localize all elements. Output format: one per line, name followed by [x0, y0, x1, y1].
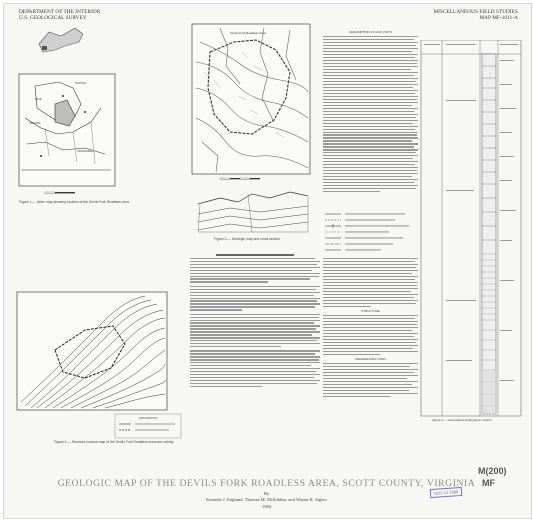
fig2-area-label: Devils Fork Roadless Area: [230, 31, 266, 35]
structure-heading: STRUCTURE: [361, 308, 380, 313]
location-marker: [42, 46, 47, 50]
series-header: [424, 9, 518, 21]
publication-year: 1984: [261, 504, 272, 509]
figure-3-caption: Figure 3.— Generalized stratigraphic column.: [432, 418, 493, 422]
date-stamp: NOV 12 1985: [430, 487, 463, 498]
index-map-frame: [19, 74, 115, 186]
agency-line-2: U.S. GEOLOGICAL SURVEY: [19, 15, 87, 21]
description-heading: DESCRIPTION OF MAP UNITS: [349, 30, 392, 34]
text-column-a: [190, 252, 320, 389]
authors: Kenneth J. Englund, Thomas M. McKibbin, and Wayne R. Sigleo: [206, 497, 327, 502]
text-column-units: [323, 30, 418, 194]
svg-text:VIRGINIA: VIRGINIA: [29, 122, 41, 125]
figure-3-stratigraphic-column: [420, 40, 522, 420]
cross-section: [198, 192, 308, 232]
figure-1-caption: Figure 1.— Index map showing location of the Devils Fork Roadless Area.: [19, 200, 130, 204]
figure-4-structure-contour-map: [15, 290, 183, 440]
map-title: GEOLOGIC MAP OF THE DEVILS FORK ROADLESS AREA, SCOTT COUNTY, VIRGINIA: [57, 478, 476, 489]
svg-text:WISE: WISE: [35, 98, 42, 101]
references-heading: REFERENCES CITED: [355, 356, 386, 361]
title-by: By: [263, 491, 270, 496]
library-stamp-2: MF: [482, 478, 495, 488]
map-symbols-legend: [323, 210, 418, 254]
text-column-b: [323, 258, 418, 399]
library-stamp-1: M(200): [478, 466, 507, 476]
agency-header: [19, 9, 100, 21]
fig4-explanation-label: EXPLANATION: [139, 417, 157, 420]
series-line-1: MISCELLANEOUS FIELD STUDIES: [433, 9, 518, 15]
agency-line-1: DEPARTMENT OF THE INTERIOR: [19, 9, 101, 15]
figure-2-caption: Figure 2.— Geologic map and cross section.: [214, 237, 281, 241]
figure-1-index-map: [15, 24, 190, 214]
svg-text:TENNESSEE: TENNESSEE: [77, 150, 93, 153]
svg-text:NORTON: NORTON: [75, 82, 87, 85]
figure-4-caption: Figure 4.— Structure contour map of the Devils Fork Roadless Area and vicinity.: [54, 440, 174, 444]
series-line-2: MAP MF-1611-A: [479, 15, 518, 21]
figure-2-geologic-map: [190, 22, 315, 246]
